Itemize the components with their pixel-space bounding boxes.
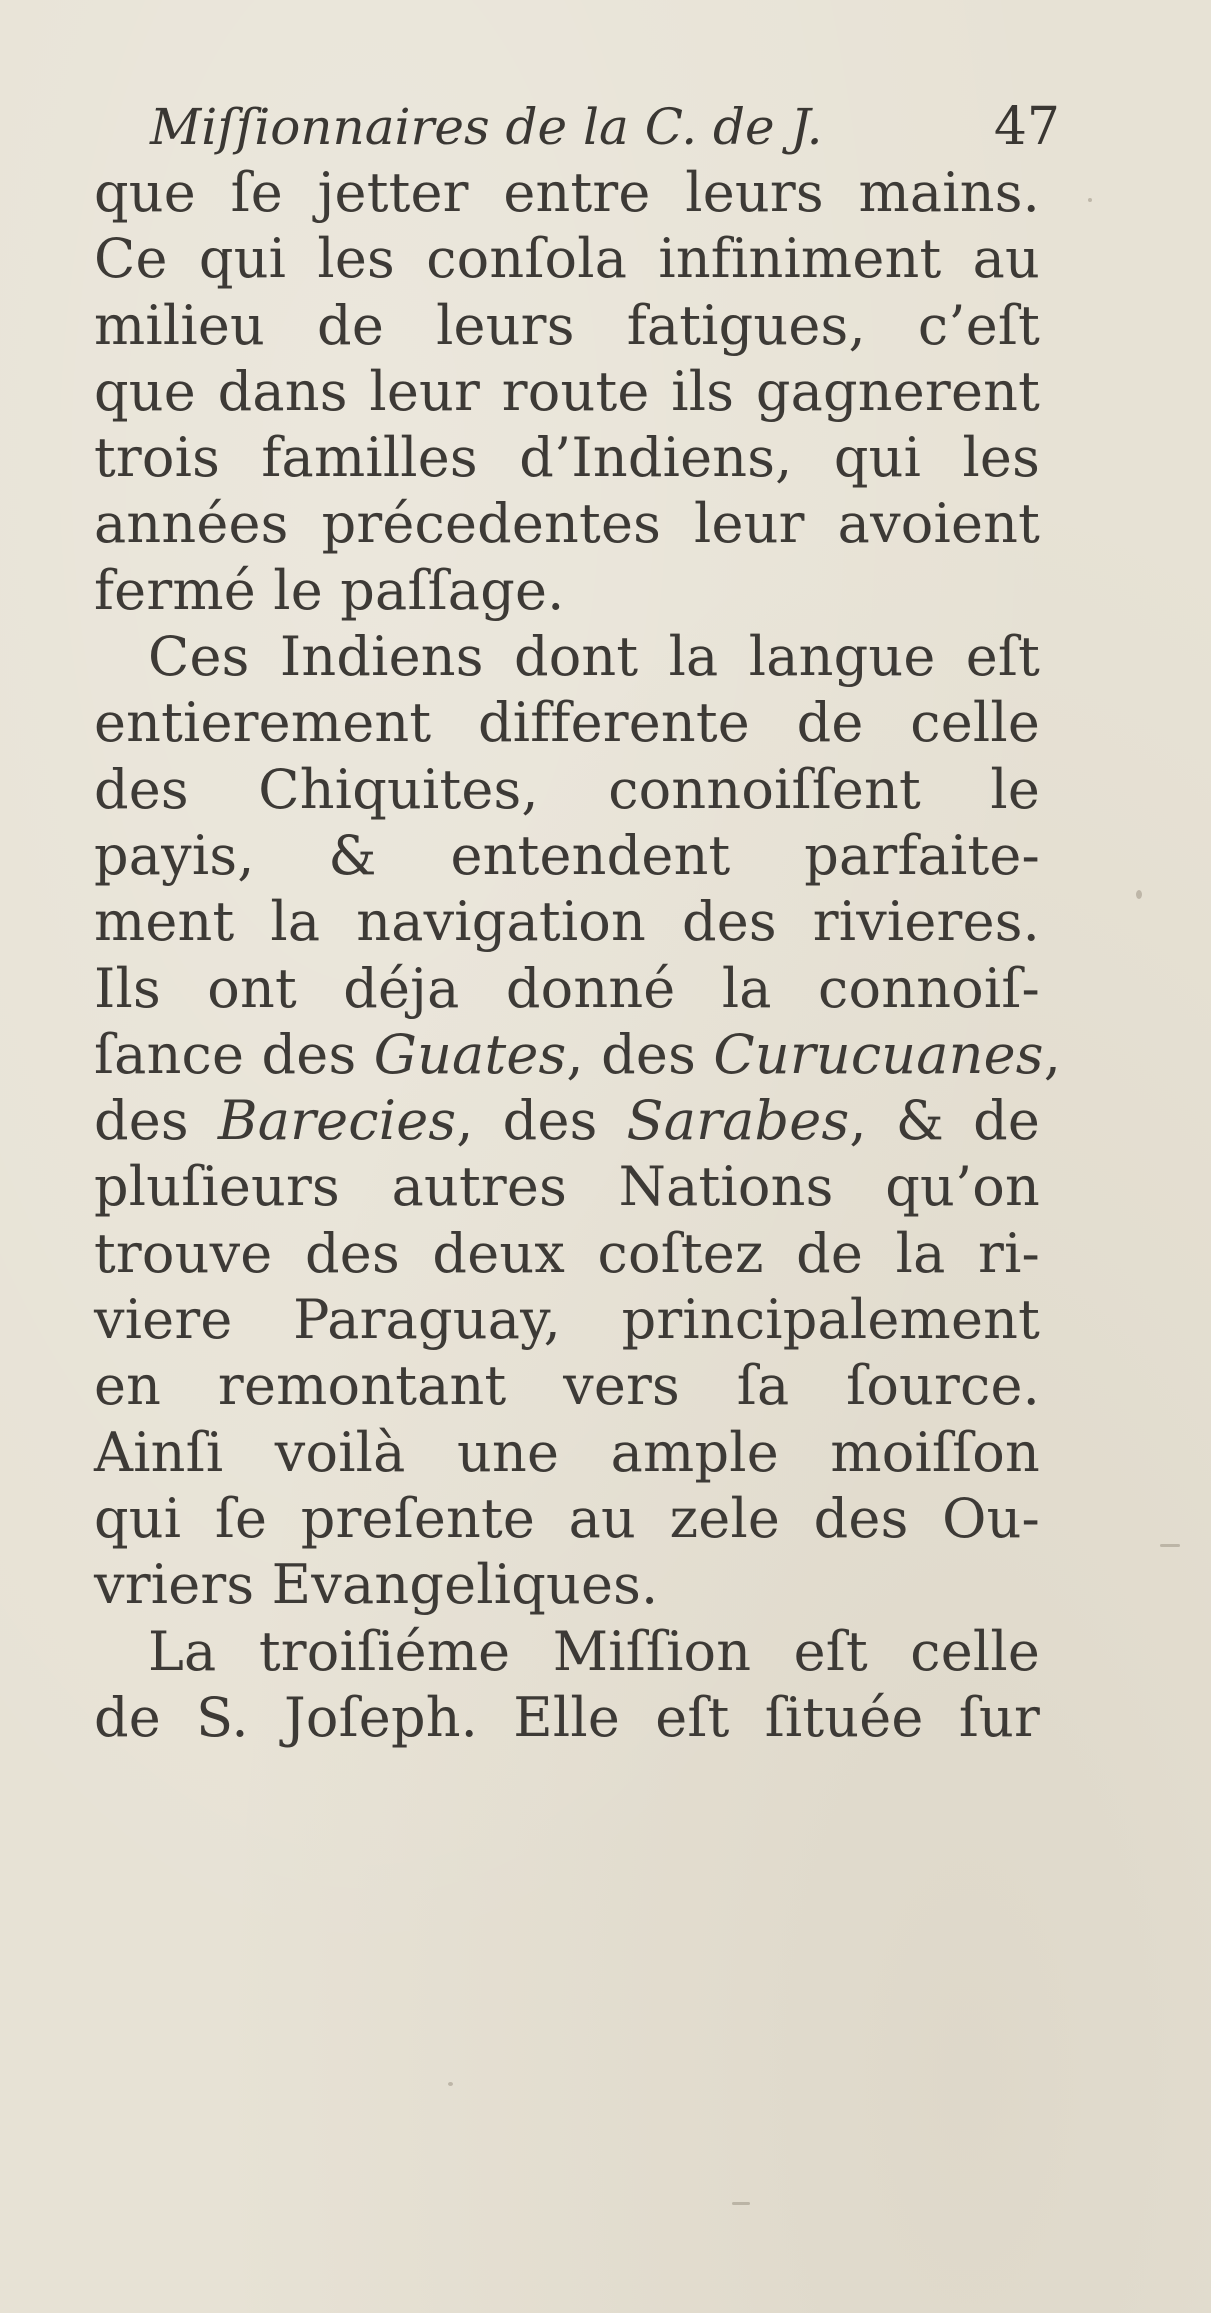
nation-name-guates: Guates [373,1022,567,1086]
page-number: 47 [993,97,1060,157]
text-line: Ce qui les conſola infiniment au [94,227,1040,291]
text-run: , des [456,1089,627,1153]
text-run: , [1043,1022,1062,1086]
text-line: Ils ont déja donné la connoiſ- [94,956,1040,1020]
text-line: que ſe jetter entre leurs mains. [94,161,1040,224]
text-line: que dans leur route ils gagnerent [94,359,1040,423]
paper-speck [1088,198,1092,202]
text-line-with-names [94,1022,1062,1088]
text-line: en remontant vers ſa ſource. [94,1354,1040,1418]
text-line: trouve des deux coſtez de la ri- [94,1221,1040,1285]
text-run: , & de [849,1089,1040,1153]
nation-name-sarabes: Sarabes [626,1089,850,1153]
nation-name-barecies: Barecies [217,1089,457,1153]
text-line: Ces Indiens dont la langue eſt [148,625,1040,689]
nation-name-curucuanes: Curucuanes [713,1022,1044,1086]
text-line: des Chiquites, connoiſſent le [94,757,1040,821]
text-line: La troiſiéme Miſſion eſt celle [148,1619,1040,1683]
text-line: viere Paraguay, principalement [94,1288,1040,1352]
text-line: payis, & entendent parfaite- [94,823,1040,887]
text-run: ſance des [94,1022,374,1086]
text-line: de S. Joſeph. Elle eſt ſituée ſur [94,1685,1040,1749]
text-line: ment la navigation des rivieres. [94,890,1040,954]
text-line: fermé le paſſage. [94,558,565,622]
paper-speck [1136,890,1142,899]
paper-speck [1160,1544,1180,1547]
text-run: des [94,1089,218,1153]
text-line: années précedentes leur avoient [94,492,1040,556]
body-text [94,160,1062,1751]
text-run: , des [566,1022,714,1086]
text-line: trois familles d’Indiens, qui les [94,426,1040,490]
text-line: entierement differente de celle [94,691,1040,755]
paper-speck [448,2082,453,2086]
text-line: pluſieurs autres Nations qu’on [94,1155,1040,1219]
running-head-title: Miſſionnaires de la C. de J. [150,98,823,156]
text-line: vriers Evangeliques. [94,1553,659,1617]
text-line: Ainſi voilà une ample moiſſon [94,1420,1040,1484]
text-line: qui ſe preſente au zele des Ou- [94,1486,1040,1550]
paper-speck [732,2202,750,2205]
text-line: milieu de leurs fatigues, c’eſt [94,293,1040,357]
running-head [150,92,1060,162]
text-line-with-names [94,1088,1040,1154]
